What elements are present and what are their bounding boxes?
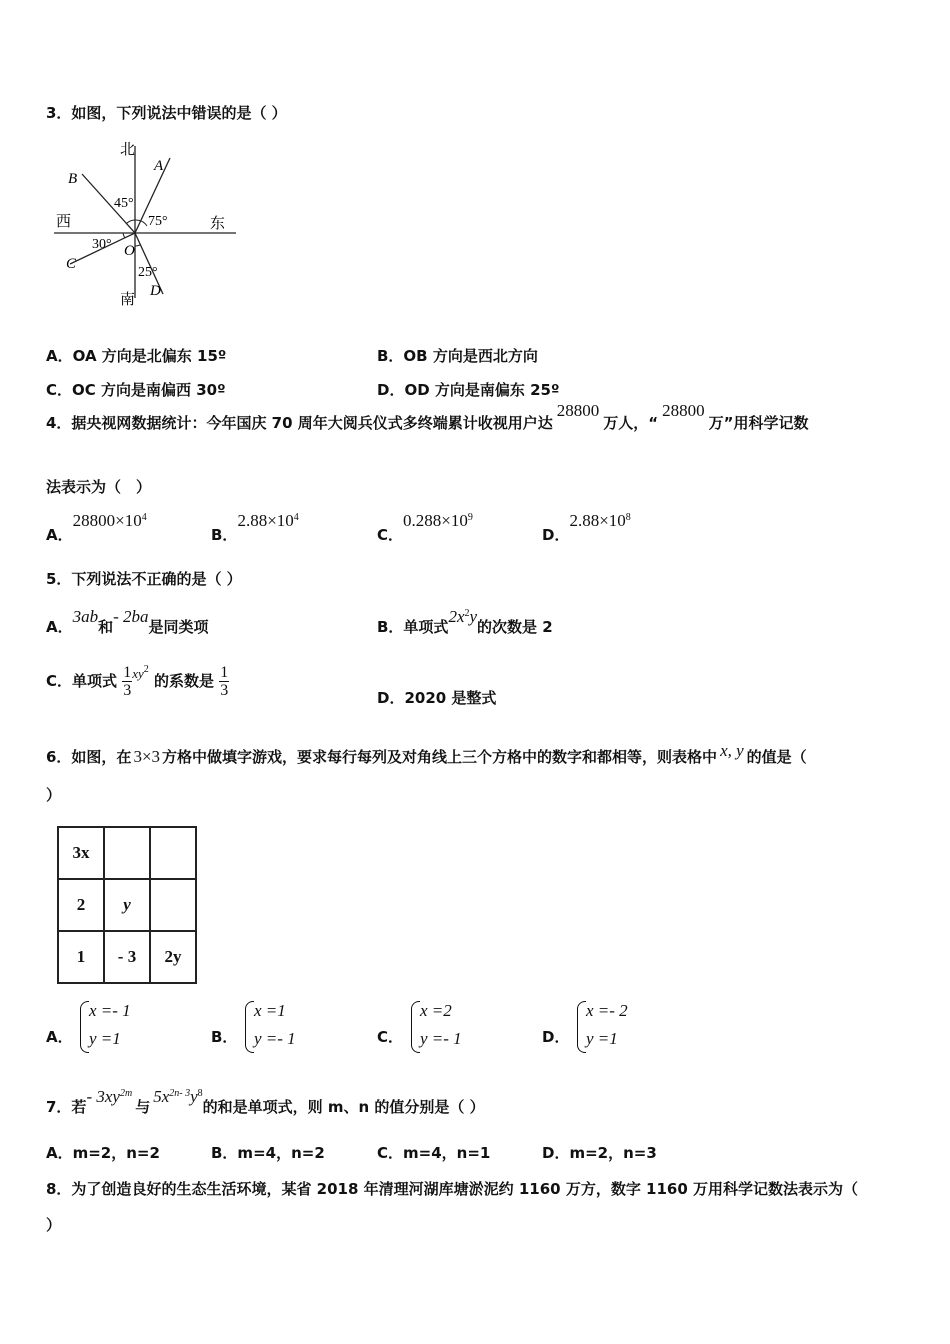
q3-option-d[interactable]: D．OD 方向是南偏东 25º: [377, 381, 560, 399]
q8-stem-line2: ）: [46, 1216, 62, 1234]
q6-option-a-label[interactable]: A．: [46, 1028, 73, 1046]
q4-option-d-label: D．: [542, 526, 570, 544]
grid-cell: - 3: [104, 931, 150, 983]
q3-stem: 3．如图，下列说法中错误的是（ ）: [46, 104, 287, 122]
q6-stem-part1: 6．如图，在: [46, 748, 132, 766]
q6-option-b-system[interactable]: [254, 997, 296, 1053]
q4-stem-part2: 万人，“: [603, 414, 659, 432]
label-a: A: [154, 158, 164, 174]
q5-option-c-fraction: [122, 664, 132, 699]
q6-option-b-eq1: x =1: [254, 1001, 286, 1020]
grid-cell: 1: [58, 931, 104, 983]
q5-option-b[interactable]: [377, 606, 553, 636]
q4-option-c-base: 0.288×10: [403, 511, 468, 530]
q7-mid: 与: [135, 1098, 151, 1116]
q4-option-b-exp: 4: [293, 512, 299, 523]
q6-option-c-system[interactable]: [420, 997, 462, 1053]
angle-d-label: 25°: [138, 265, 158, 280]
angle-a-label: 75°: [148, 214, 168, 229]
q5-option-a-term1: 3ab: [72, 607, 99, 626]
q7-option-c[interactable]: C．m=4，n=1: [377, 1144, 491, 1162]
q6-grid-figure: [57, 826, 197, 984]
q5-option-c-num2: 1: [220, 664, 229, 681]
q5-option-c-exp: 2: [143, 664, 149, 675]
arc-b: [126, 220, 135, 224]
q7-term2-base: 5x: [153, 1087, 170, 1106]
q7-term1-base: - 3xy: [86, 1087, 120, 1106]
q6-option-b-eq2: y =- 1: [254, 1029, 296, 1048]
q3-option-a[interactable]: A．OA 方向是北偏东 15º: [46, 347, 227, 365]
label-north: 北: [120, 140, 136, 158]
q7-term2-exp: 2n- 3: [169, 1088, 191, 1099]
q6-option-c-label[interactable]: C．: [377, 1028, 404, 1046]
q6-option-b-label[interactable]: B．: [211, 1028, 238, 1046]
q4-option-c[interactable]: [377, 510, 473, 544]
q4-stem: [46, 401, 809, 433]
q4-stem-part3: 万”用科学记数: [708, 414, 809, 432]
q4-option-b-base: 2.88×10: [237, 511, 294, 530]
q4-option-c-label: C．: [377, 526, 404, 544]
q6-stem: [46, 741, 807, 767]
q6-stem-part3: 的值是（: [746, 748, 807, 766]
q6-option-d-system[interactable]: [586, 997, 628, 1053]
q4-num2: 28800: [662, 401, 705, 420]
q4-option-b-label: B．: [211, 526, 238, 544]
q5-option-c-fraction2: [219, 664, 229, 699]
label-west: 西: [56, 212, 72, 230]
label-c: C: [66, 256, 77, 272]
q6-option-a-brace: [80, 1001, 89, 1053]
q4-option-a-exp: 4: [141, 512, 147, 523]
grid-cell: 2: [58, 879, 104, 931]
q4-stem-part1: 4．据央视网数据统计：今年国庆 70 周年大阅兵仪式多终端累计收视用户达: [46, 414, 553, 432]
q3-option-b[interactable]: B．OB 方向是西北方向: [377, 347, 538, 365]
grid-cell: [150, 879, 196, 931]
q5-option-c-mid: 的系数是: [154, 672, 215, 690]
q7-stem-part2: 的和是单项式，则 m、n 的值分别是（ ）: [202, 1098, 485, 1116]
label-d: D: [150, 283, 161, 299]
label-b: B: [68, 171, 78, 187]
q6-option-a-system[interactable]: [89, 997, 131, 1053]
q5-option-a-label: A．: [46, 618, 73, 636]
q6-grid-size: 3×3: [133, 747, 161, 766]
q4-option-d-exp: 8: [625, 512, 631, 523]
q6-vars: x, y: [720, 741, 744, 760]
q5-option-c-label: C．单项式: [46, 672, 118, 690]
q5-option-c-num: 1: [123, 664, 132, 681]
q7-stem: [46, 1086, 485, 1116]
q4-option-a[interactable]: [46, 510, 147, 544]
q5-option-a[interactable]: [46, 606, 209, 636]
q8-stem: 8．为了创造良好的生态生活环境，某省 2018 年清理河湖库塘淤泥约 1160 万方，数字 1160 万用科学记数法表示为（: [46, 1180, 859, 1198]
q6-option-a-eq1: x =- 1: [89, 1001, 131, 1020]
q4-option-d-base: 2.88×10: [569, 511, 626, 530]
q7-term1-exp: 2m: [119, 1088, 133, 1099]
q5-option-a-term2: - 2ba: [113, 607, 149, 626]
q4-num1: 28800: [556, 401, 600, 420]
grid-cell: y: [104, 879, 150, 931]
q5-option-c-den: 3: [123, 682, 132, 699]
q5-option-c-den2: 3: [220, 682, 229, 699]
arc-d: [135, 245, 140, 246]
q6-option-d-brace: [577, 1001, 586, 1053]
grid-cell: [150, 827, 196, 879]
q6-option-a-eq2: y =1: [89, 1029, 121, 1048]
q5-option-c[interactable]: [46, 664, 229, 699]
q5-stem: 5．下列说法不正确的是（ ）: [46, 570, 242, 588]
q4-option-a-label: A．: [46, 526, 73, 544]
q7-term2-yexp: 8: [197, 1088, 203, 1099]
q5-option-b-exp: 2: [464, 608, 470, 619]
q4-option-b[interactable]: [211, 510, 299, 544]
angle-b-label: 45°: [114, 196, 134, 211]
q5-option-b-term2: y: [469, 607, 478, 626]
q7-option-d[interactable]: D．m=2，n=3: [542, 1144, 657, 1162]
label-o: O: [124, 243, 135, 259]
q6-option-d-eq2: y =1: [586, 1029, 618, 1048]
label-south: 南: [120, 290, 136, 308]
q4-option-d[interactable]: [542, 510, 631, 544]
q3-direction-figure: [50, 138, 240, 308]
q6-option-c-eq2: y =- 1: [420, 1029, 462, 1048]
q7-term2-y: y: [190, 1087, 198, 1106]
q6-option-b-brace: [245, 1001, 254, 1053]
q4-stem-line2: 法表示为（ ）: [46, 478, 152, 496]
q6-option-d-label[interactable]: D．: [542, 1028, 570, 1046]
angle-c-label: 30°: [92, 237, 112, 252]
q5-option-d[interactable]: D．2020 是整式: [377, 689, 497, 707]
arc-a: [135, 220, 147, 226]
q3-option-c[interactable]: C．OC 方向是南偏西 30º: [46, 381, 226, 399]
q5-option-c-term: xy: [132, 666, 144, 681]
grid-cell: 3x: [58, 827, 104, 879]
q6-stem-part2: 方格中做填字游戏，要求每行每列及对角线上三个方格中的数字和都相等，则表格中: [162, 748, 718, 766]
q6-option-c-brace: [411, 1001, 420, 1053]
q7-option-a[interactable]: A．m=2，n=2: [46, 1144, 160, 1162]
label-east: 东: [210, 214, 226, 232]
q6-option-d-eq1: x =- 2: [586, 1001, 628, 1020]
q5-option-a-mid: 和: [98, 618, 114, 636]
q5-option-b-term1: 2x: [448, 607, 465, 626]
q7-option-b[interactable]: B．m=4，n=2: [211, 1144, 325, 1162]
q4-option-c-exp: 9: [467, 512, 473, 523]
q6-option-c-eq1: x =2: [420, 1001, 452, 1020]
arc-c: [123, 233, 125, 238]
q4-option-a-base: 28800×10: [72, 511, 142, 530]
q5-option-a-end: 是同类项: [148, 618, 209, 636]
q6-grid-table: [57, 826, 197, 984]
q5-option-b-label: B．单项式: [377, 618, 449, 636]
q7-stem-part1: 7．若: [46, 1098, 87, 1116]
q6-stem-line2: ）: [46, 786, 62, 804]
grid-cell: [104, 827, 150, 879]
grid-cell: 2y: [150, 931, 196, 983]
q5-option-b-end: 的次数是 2: [477, 618, 553, 636]
